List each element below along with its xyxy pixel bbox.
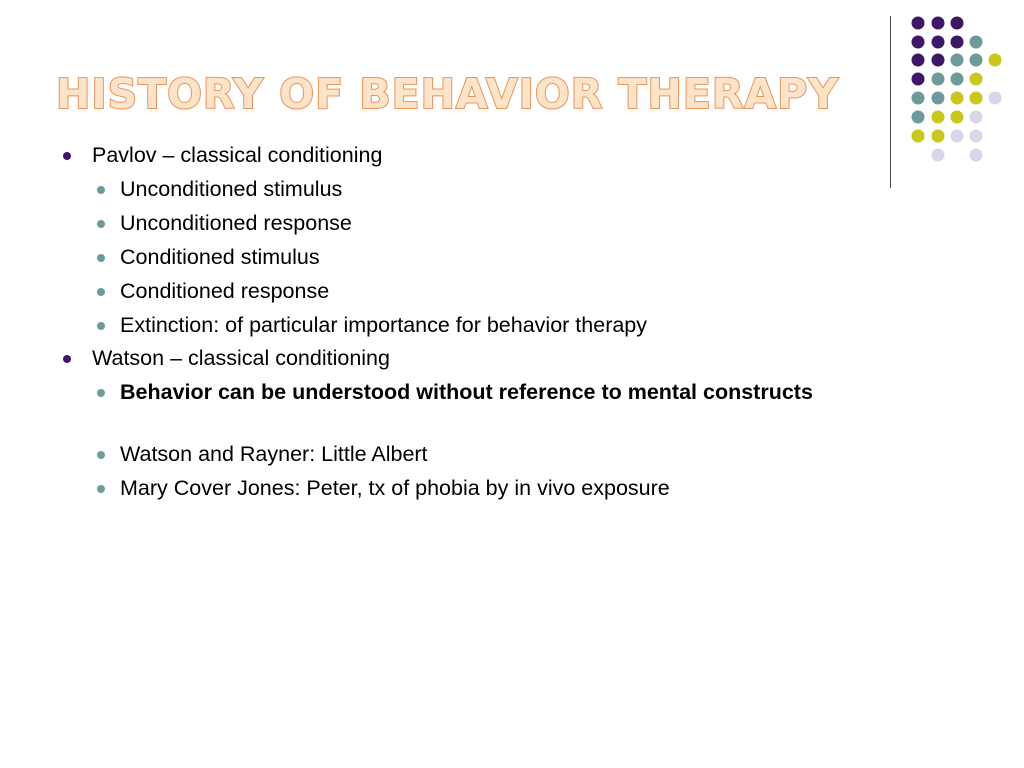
bullet-text: Extinction: of particular importance for behavior therapy xyxy=(120,313,648,337)
deco-dot xyxy=(912,73,925,86)
bullet-mental-constructs xyxy=(120,379,840,406)
bullet-dot-icon xyxy=(97,389,105,397)
deco-dot xyxy=(932,92,945,105)
deco-dot xyxy=(912,54,925,67)
bullet-text: Watson – classical conditioning xyxy=(92,346,390,370)
bullet-mary-cover-jones xyxy=(120,475,670,502)
bullet-dot-icon xyxy=(97,220,105,228)
bullet-watson xyxy=(92,345,390,372)
deco-dot xyxy=(951,54,964,67)
bullet-text: Conditioned stimulus xyxy=(120,245,320,269)
deco-dot xyxy=(951,36,964,49)
deco-dot xyxy=(951,111,964,124)
deco-dot xyxy=(932,149,945,162)
bullet-unconditioned-stimulus xyxy=(120,176,342,203)
deco-dot xyxy=(970,149,983,162)
bullet-dot-icon xyxy=(97,485,105,493)
deco-dot xyxy=(932,130,945,143)
deco-dot xyxy=(951,130,964,143)
slide-title: HISTORY OF BEHAVIOR THERAPY xyxy=(56,70,839,118)
deco-dot xyxy=(970,111,983,124)
deco-dot xyxy=(951,73,964,86)
deco-dot xyxy=(912,17,925,30)
bullet-conditioned-stimulus xyxy=(120,244,320,271)
deco-dot xyxy=(912,92,925,105)
bullet-pavlov xyxy=(92,142,382,169)
deco-dot xyxy=(970,73,983,86)
bullet-dot-icon xyxy=(97,288,105,296)
deco-dot xyxy=(970,92,983,105)
deco-dot xyxy=(912,130,925,143)
bullet-dot-icon xyxy=(97,322,105,330)
deco-dot xyxy=(970,54,983,67)
bullet-text: Watson and Rayner: Little Albert xyxy=(120,442,428,466)
bullet-text: Unconditioned stimulus xyxy=(120,177,343,201)
bullet-dot-icon xyxy=(63,152,71,160)
bullet-little-albert xyxy=(120,441,428,468)
deco-dot xyxy=(989,92,1002,105)
deco-dot xyxy=(932,73,945,86)
deco-dot xyxy=(912,36,925,49)
bullet-text: Pavlov – classical conditioning xyxy=(92,143,383,167)
deco-dot xyxy=(932,54,945,67)
deco-dot xyxy=(951,17,964,30)
deco-dot xyxy=(912,111,925,124)
bullet-text: Behavior can be understood without reference to mental constructs xyxy=(120,380,813,404)
bullet-text: Mary Cover Jones: Peter, tx of phobia by in vivo exposure xyxy=(120,476,670,500)
bullet-extinction xyxy=(120,312,647,339)
bullet-dot-icon xyxy=(63,355,71,363)
bullet-unconditioned-response xyxy=(120,210,352,237)
deco-dot xyxy=(989,54,1002,67)
bullet-conditioned-response xyxy=(120,278,329,305)
bullet-text: Conditioned response xyxy=(120,279,330,303)
deco-dot xyxy=(932,36,945,49)
deco-dot xyxy=(951,92,964,105)
bullet-dot-icon xyxy=(97,186,105,194)
bullet-dot-icon xyxy=(97,451,105,459)
bullet-text: Unconditioned response xyxy=(120,211,352,235)
deco-dot xyxy=(932,111,945,124)
deco-dot xyxy=(932,17,945,30)
deco-dot xyxy=(970,36,983,49)
bullet-dot-icon xyxy=(97,254,105,262)
deco-dot xyxy=(970,130,983,143)
